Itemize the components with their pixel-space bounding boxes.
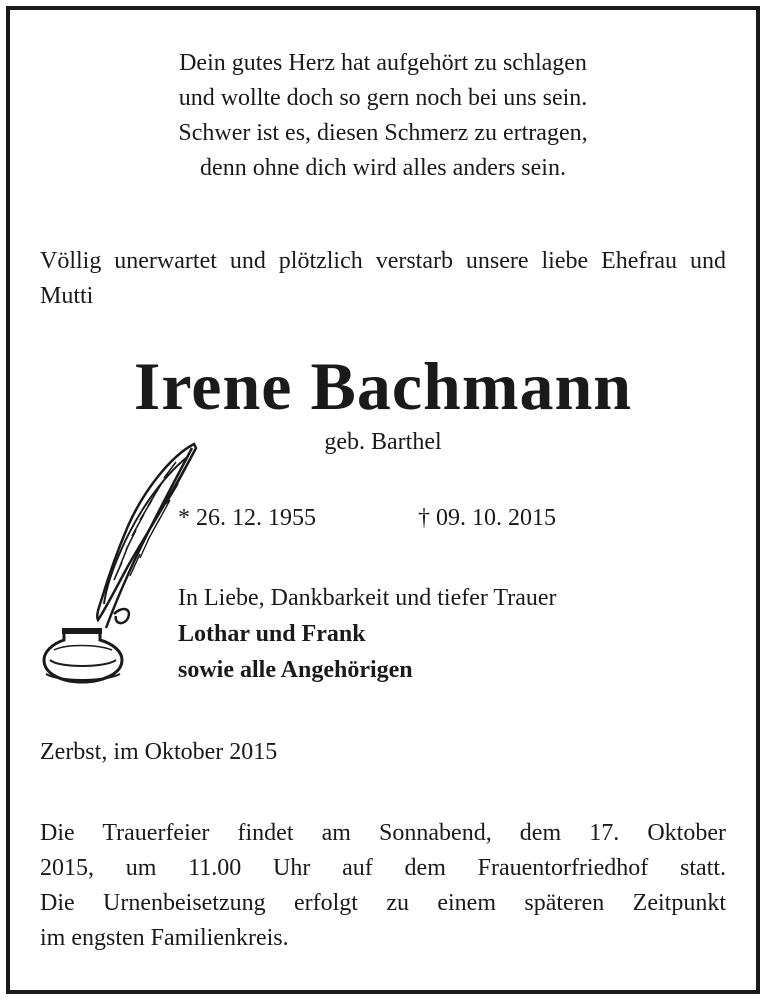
service-line: Die Urnenbeisetzung erfolgt zu einem späteren Zeitpunkt — [40, 890, 726, 916]
poem-line: und wollte doch so gern noch bei uns sein. — [178, 85, 588, 111]
service-line: im engsten Familienkreis. — [40, 925, 289, 951]
poem-line: denn ohne dich wird alles anders sein. — [200, 155, 566, 181]
birth-date: * 26. 12. 1955 — [178, 505, 316, 531]
poem — [10, 46, 756, 186]
deceased-name: Irene Bachmann — [133, 348, 633, 424]
obituary-frame — [6, 6, 760, 994]
place-date: Zerbst, im Oktober 2015 — [40, 739, 278, 765]
mourning-line: In Liebe, Dankbarkeit und tiefer Trauer — [178, 585, 557, 611]
maiden-name: geb. Barthel — [324, 429, 442, 455]
intro-text: Völlig unerwartet und plötzlich verstarb unsere liebe Ehefrau und Mutti — [40, 248, 726, 309]
poem-line: Dein gutes Herz hat aufgehört zu schlagen — [179, 50, 587, 76]
mourner-relatives: sowie alle Angehörigen — [178, 657, 413, 683]
service-line: 2015, um 11.00 Uhr auf dem Frauentorfriedhof statt. — [40, 855, 726, 881]
mourner-names: Lothar und Frank — [178, 621, 366, 647]
mourners-block — [178, 580, 557, 688]
service-info — [40, 816, 726, 956]
service-line: Die Trauerfeier findet am Sonnabend, dem 17. Oktober — [40, 820, 726, 846]
death-date: † 09. 10. 2015 — [418, 505, 556, 531]
poem-line: Schwer ist es, diesen Schmerz zu ertragen, — [178, 120, 588, 146]
